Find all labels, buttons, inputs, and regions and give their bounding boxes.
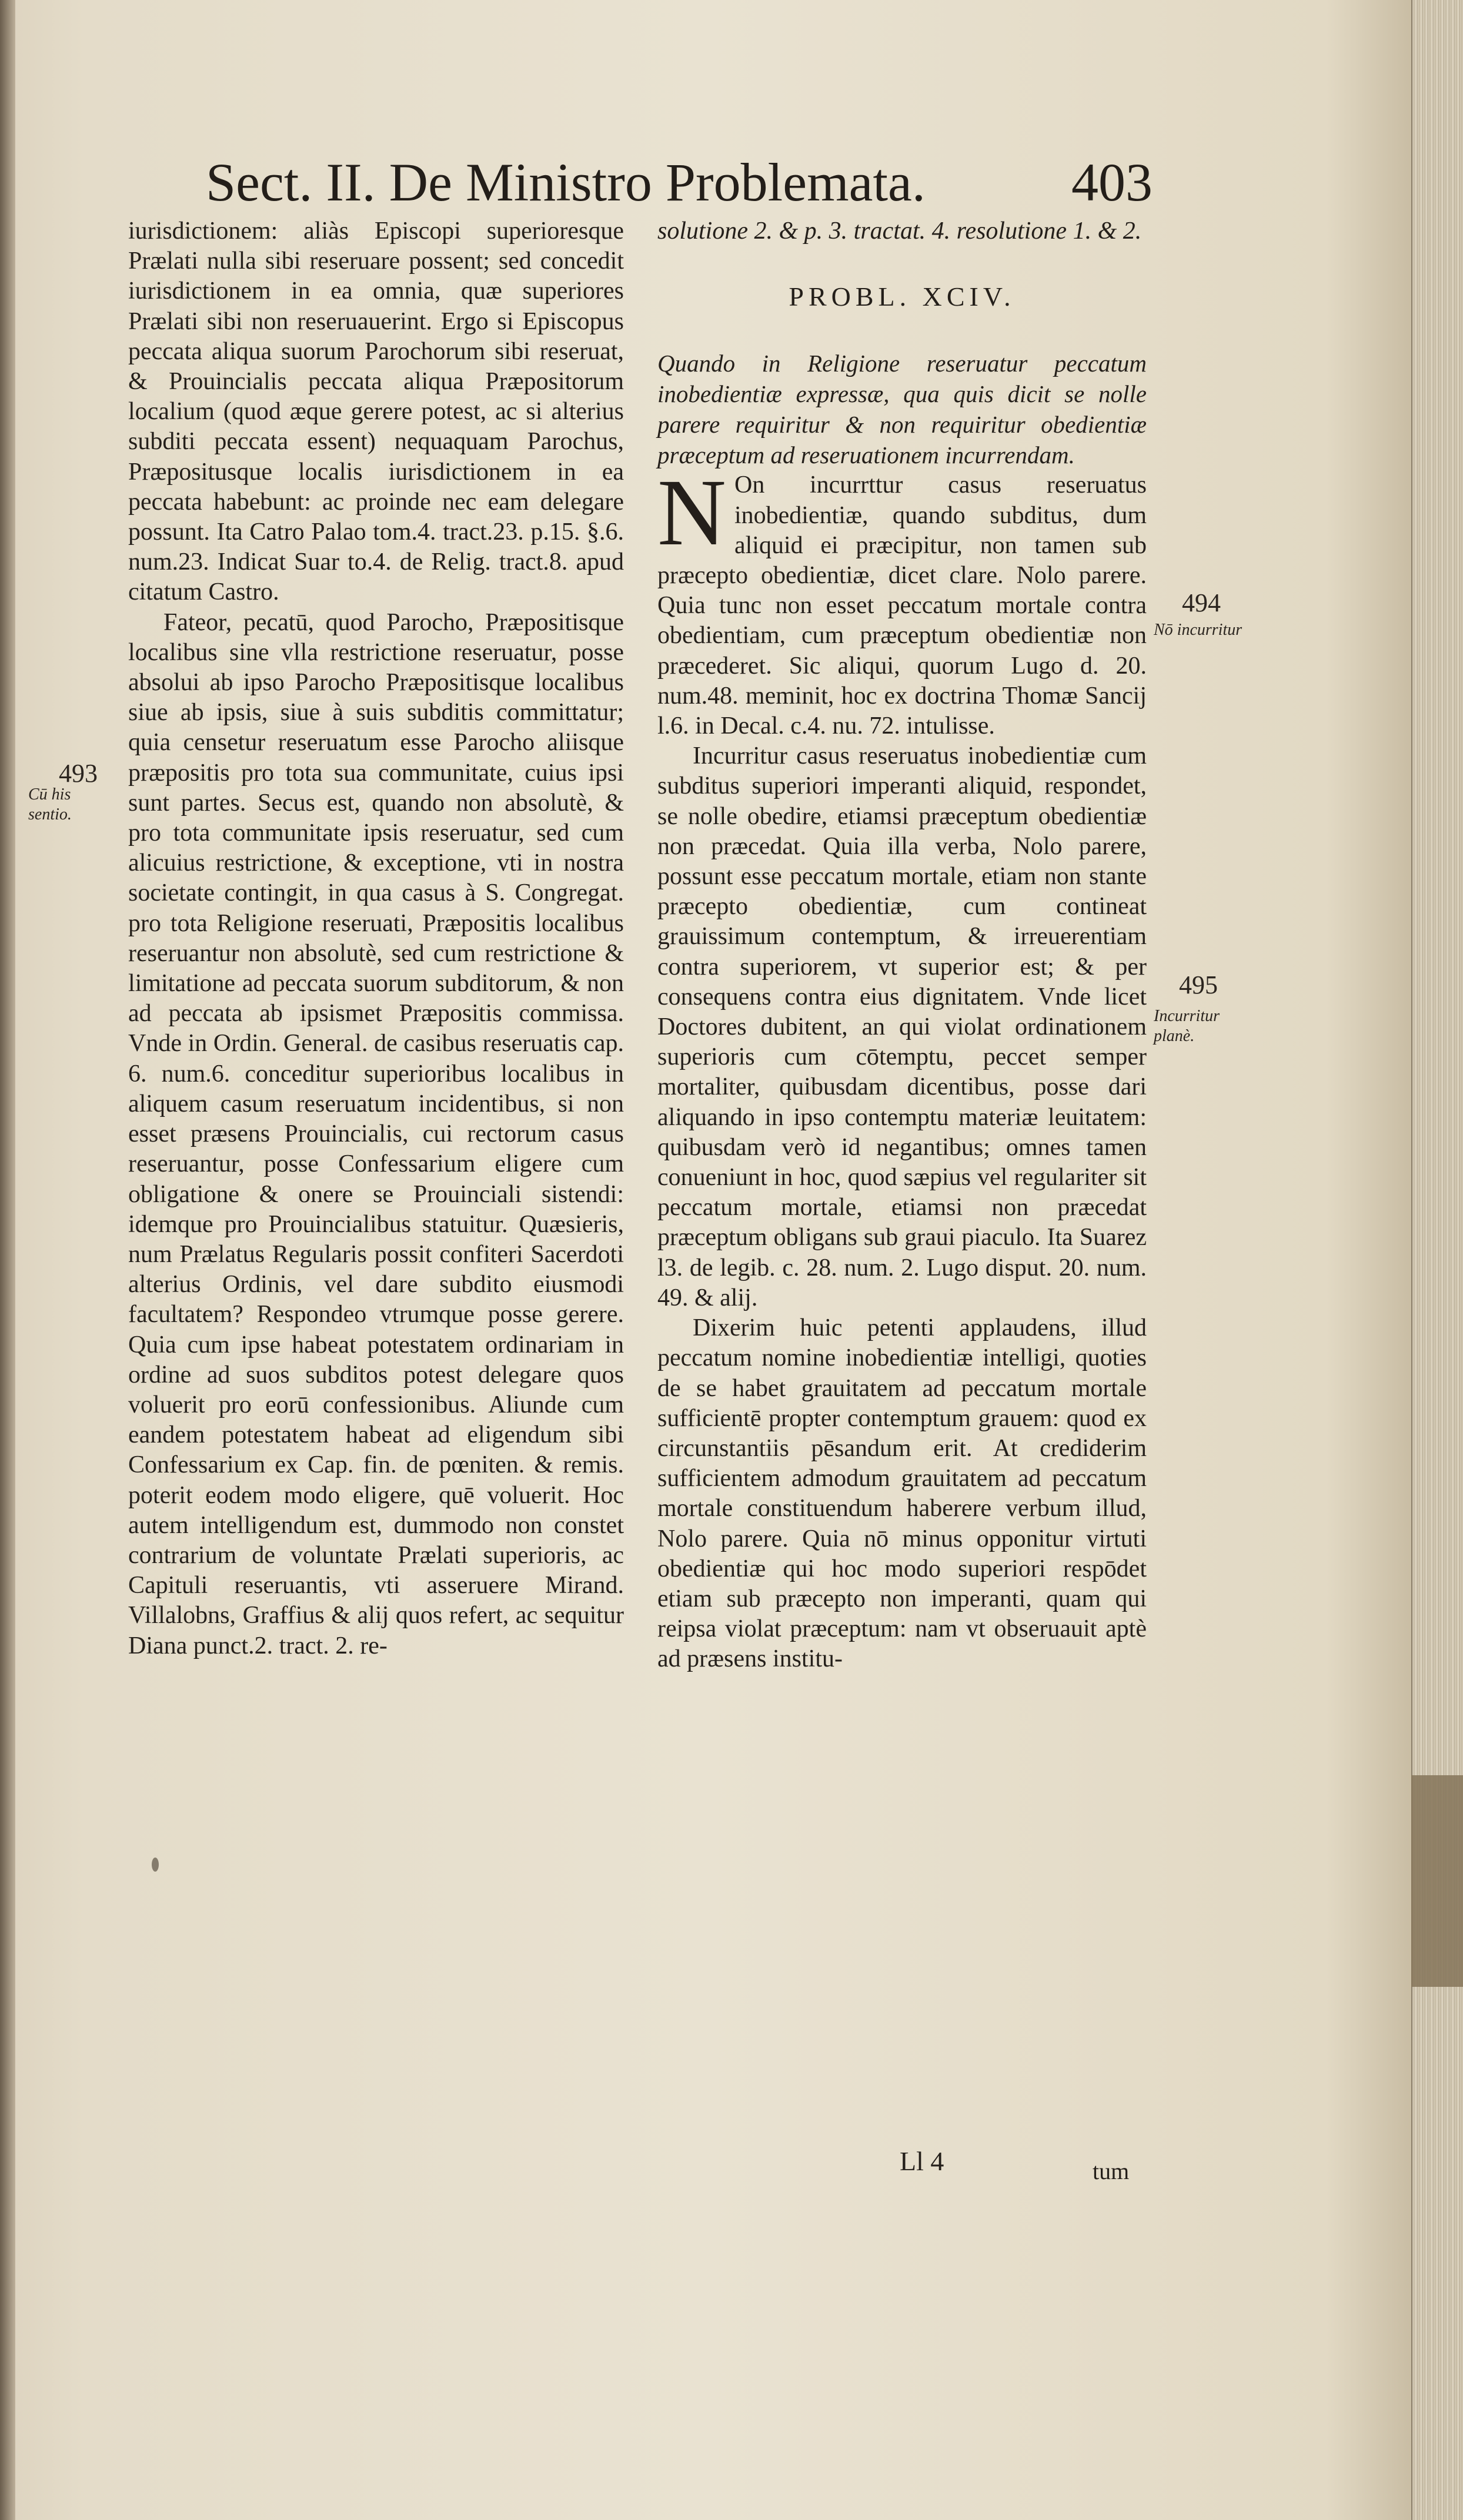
margin-number-494: 494: [1182, 588, 1221, 617]
left-paragraph-1: iurisdictionem: aliàs Episcopi superioresque Prælati nulla sibi reseruare possent; sed concedit iurisdictionem in ea omnia, quæ superiores Prælati sibi non reseruauerint. Ergo si Episcopus peccata aliqua suorum Parochorum sibi reseruat, & Prouincialis peccata aliqua Præpositorum localium (quod æque gerere potest, ac si alterius subditi peccata essent) nequaquam Parochus, Præpositusque localis iurisdictionem in ea peccata habebunt: ac proinde nec eam delegare possunt. Ita Catro Palao tom.4. tract.23. p.15. §.6. num.23. Indicat Suar to.4. de Relig. tract.8. apud citatum Castro.: [128, 217, 624, 606]
continued-fragment: solutione 2. & p. 3. tractat. 4. resolutione 1. & 2.: [657, 217, 1142, 245]
right-paragraph-1: [657, 460, 1147, 741]
page-edges: [1411, 0, 1463, 2520]
signature-mark: Ll 4: [900, 2146, 944, 2176]
ribbon-marker: [1411, 1775, 1463, 1987]
left-column: [128, 216, 624, 1661]
running-header: [206, 147, 1153, 217]
drop-capital: N: [657, 460, 726, 566]
margin-number-493: 493: [59, 759, 98, 788]
problem-summary: Quando in Religione reseruatur peccatum inobedientiæ expressæ, qua quis dicit se nolle parere requiritur & non requiritur obedientiæ præceptum ad reseruationem incurrendam.: [657, 350, 1147, 469]
problem-heading: PROBL. XCIV.: [789, 282, 1016, 312]
ink-spot: [152, 1858, 159, 1872]
page-number: 403: [1071, 152, 1153, 212]
margin-number-495: 495: [1179, 970, 1218, 999]
right-paragraph-1-text: On incurrttur casus reseruatus inobedientiæ, quando subditus, dum aliquid ei præcipitur, non tamen sub præcepto obedientiæ, dicet clare. Nolo parere. Quia tunc non esset peccatum mortale contra obedientiam, cum præceptum obedientiæ non præcederet. Sic aliqui, quorum Lugo d. 20. num.48. meminit, hoc ex doctrina Thomæ Sancij l.6. in Decal. c.4. nu. 72. intulisse.: [657, 471, 1147, 740]
right-column: [657, 216, 1147, 1675]
margin-note-494: Nō incurritur: [1154, 621, 1242, 639]
catchword: tum: [1093, 2158, 1130, 2184]
binding-shadow: [0, 0, 15, 2520]
section-title: Sect. II. De Ministro Problemata.: [206, 152, 926, 212]
left-paragraph-2: Fateor, pecatū, quod Parocho, Præpositisque localibus sine vlla restrictione reseruatur, posse absolui ab ipso Parocho Præpositisque localibus siue ab ipsis, siue à suis subditis committatur; quia censetur reseruatum esse Parocho aliisque præpositis pro tota sua communitate, cuius ipsi sunt partes. Secus est, quando non absolutè, & pro tota communitate ipsis reseruatur, sed cum alicuius restrictione, & exceptione, vti in nostra societate contingit, in qua casus à S. Congregat. pro tota Religione reseruati, Præpositis localibus reseruantur non absolutè, sed cum restrictione & limitatione ad peccata suorum subditorum, & non ad peccata ab ipsismet Præpositis commissa. Vnde in Ordin. General. de casibus reseruatis cap. 6. num.6. conceditur superioribus localibus in aliquem casum reseruatum incidentibus, si non esset præsens Prouincialis, cui rectorum casus reseruantur, posse Confessarium eligere cum obligatione & onere se Prouinciali sistendi: idemque pro Prouincialibus statuitur. Quæsieris, num Prælatus Regularis possit confiteri Sacerdoti alterius Ordinis, vel dare subdito eiusmodi facultatem? Respondeo vtrumque posse gerere. Quia cum ipse habeat potestatem ordinariam in ordine ad suos subditos potest delegare quos voluerit pro eorū confessionibus. Aliunde cum eandem potestatem habeat ad eligendum sibi Confessarium ex Cap. fin. de pœniten. & remis. poterit eodem modo eligere, quē voluerit. Hoc autem intelligendum est, dummodo non constet contrarium de voluntate Prælati superioris, ac Capituli reseruantis, vti asseruere Mirand. Villalobns, Graffius & alij quos refert, ac sequitur Diana punct.2. tract. 2. re-: [128, 608, 624, 1659]
margin-note-493: Cū his sentio.: [28, 785, 72, 824]
right-paragraph-2: Incurritur casus reseruatus inobedientiæ cum subditus superiori imperanti aliquid, respondet, se nolle obedire, etiamsi præceptum obedientiæ non præcedat. Quia illa verba, Nolo parere, possunt esse peccatum mortale, etiam non stante præcepto obedientiæ, cum contineat grauissimum contemptum, & irreuerentiam contra superiorem, vt superior est; & per consequens contra eius dignitatem. Vnde licet Doctores dubitent, an qui violat ordinationem superioris cum cōtemptu, peccet semper mortaliter, quibusdam dicentibus, posse dari aliquando in ipso contemptu materiæ leuitatem: quibusdam verò id negantibus; omnes tamen conueniunt in hoc, quod sæpius vel regulariter sit peccatum mortale, etiamsi non præcedat præceptum obligans sub graui piaculo. Ita Suarez l3. de legib. c. 28. num. 2. Lugo disput. 20. num. 49. & alij.: [657, 742, 1147, 1311]
right-paragraph-3: Dixerim huic petenti applaudens, illud peccatum nomine inobedientiæ intelligi, quoties de se habet grauitatem ad peccatum mortale sufficientē propter contemptum grauem: quod ex circunstantiis pēsandum erit. At crediderim sufficientem admodum grauitatem ad peccatum mortale constituendum haberere verbum illud, Nolo parere. Quia nō minus opponitur virtuti obedientiæ qui hoc modo superiori respōdet etiam sub præcepto non imperanti, quam qui reipsa violat præceptum: nam vt obseruauit aptè ad præsens institu-: [657, 1314, 1147, 1673]
margin-note-495: Incurritur planè.: [1154, 1007, 1220, 1045]
